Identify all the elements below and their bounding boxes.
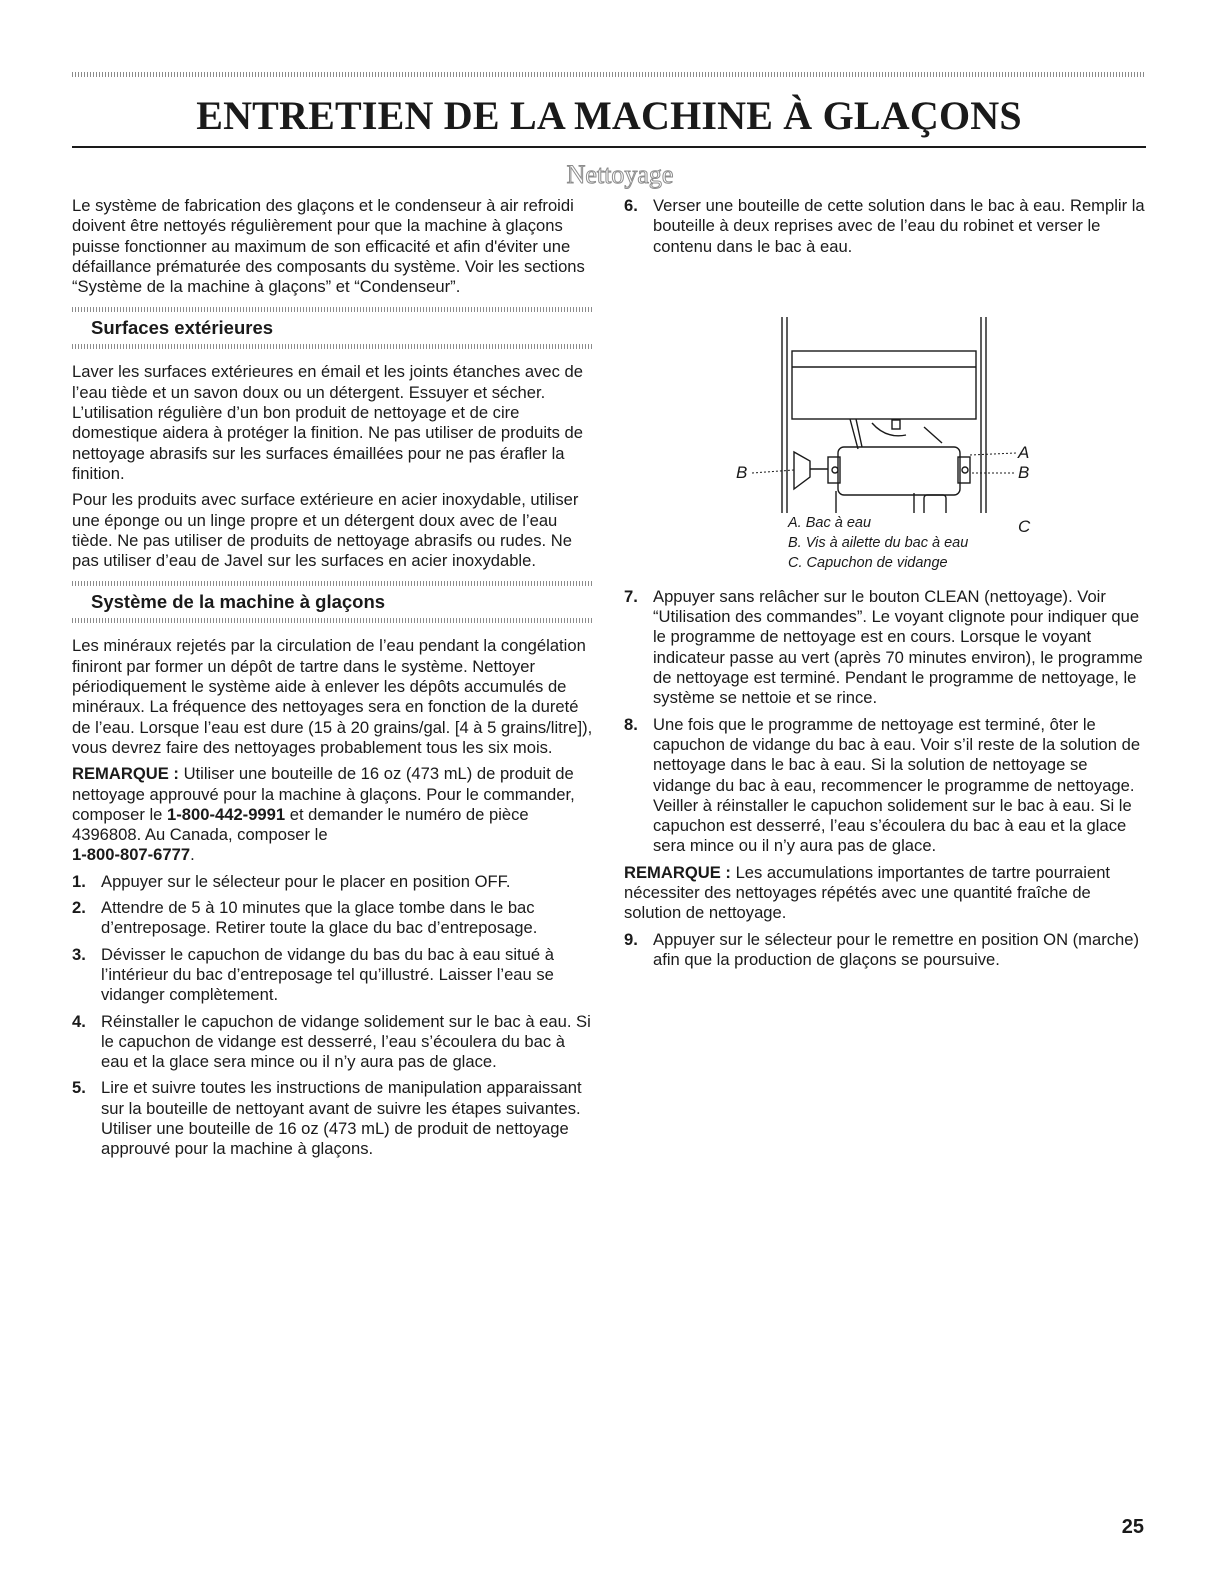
step-7 (624, 587, 1146, 709)
note-2 (624, 863, 1146, 924)
step-number: 7. (624, 586, 638, 606)
step-number: 6. (624, 196, 638, 215)
step-text: Appuyer sur le sélecteur pour le placer en position OFF. (101, 871, 511, 891)
step-text: Réinstaller le capuchon de vidange solidement sur le bac à eau. Si le capuchon de vidange est desserré, l’eau s’écoulera du bac à eau et la glace sera mince ou il n’y aura pas de glace. (101, 1011, 591, 1072)
page-title: ENTRETIEN DE LA MACHINE À GLAÇONS (196, 93, 1022, 138)
note-text-1: Utiliser une bouteille de 16 oz (473 mL) de produit de nettoyage approuvé pour la machine à glaçons. Pour le commander, composer le (72, 764, 575, 824)
step-3 (72, 945, 594, 1006)
step-number: 9. (624, 929, 638, 949)
step-text: Verser une bouteille de cette solution dans le bac à eau. Remplir la bouteille à deux reprises avec de l’eau du robinet et verser le contenu dans le bac à eau. (653, 196, 1145, 256)
page-number: 25 (1121, 1516, 1144, 1538)
note-end: . (190, 845, 195, 865)
caption-a: A. Bac à eau (788, 514, 872, 531)
step-number: 2. (72, 898, 86, 918)
intro-paragraph: Le système de fabrication des glaçons et le condenseur à air refroidi doivent être nettoyés régulièrement pour que la machine à glaçons puisse fonctionner au maximum de son efficacité et afin d'éviter une défaillance prématurée des composants du système. Voir les sections “Système de la machine à glaçons” et “Condenseur”. (72, 196, 585, 297)
step-6 (624, 196, 1146, 257)
figure-captions (624, 513, 1146, 573)
note-2-text: Les accumulations importantes de tartre pourraient nécessiter des nettoyages répétés avec une quantité fraîche de solution de nettoyage. (624, 862, 1111, 923)
step-number: 8. (624, 714, 638, 734)
step-number: 5. (72, 1078, 86, 1098)
icemaker-paragraph: Les minéraux rejetés par la circulation de l’eau pendant la congélation finiront par former un dépôt de tartre dans le système. Nettoyer périodiquement le système aide à enlever les dépôts accumulés de minéraux. La fréquence des nettoyages sera en fonction de la dureté de l’eau. Lorsque l’eau est dure (15 à 20 grains/gal. [4 à 5 grains/litre]), vous devrez faire des nettoyages probablement tous les six mois. (72, 636, 593, 757)
callout-b-left: B (736, 462, 748, 482)
step-text: Appuyer sans relâcher sur le bouton CLEAN (nettoyage). Voir “Utilisation des commandes”. Le voyant clignote pour indiquer que le programme de nettoyage est en cours. Lorsque le voyant indicateur passe au vert (après 70 minutes environ), le programme de nettoyage est terminé. Pendant le programme de nettoyage, le système se nettoie et se rince. (653, 586, 1143, 708)
note-label: REMARQUE : (72, 764, 179, 784)
step-5 (72, 1078, 594, 1159)
note-2-label: REMARQUE : (624, 862, 731, 882)
callout-b-right: B (1018, 462, 1030, 482)
exterior-paragraph-1: Laver les surfaces extérieures en émail et les joints étanches avec de l’eau tiède et un savon doux ou un détergent. Essuyer et sécher. L’utilisation régulière d’un bon produit de nettoyage et de cire domestique aidera à protéger la finition. Ne pas utiliser de produits de nettoyage abrasifs sur les surfaces émaillées pour ne pas érafler la finition. (72, 362, 584, 483)
step-text: Dévisser le capuchon de vidange du bas du bac à eau situé à l’intérieur du bac d’entreposage tel qu’illustré. Laisser l’eau se vidanger complètement. (101, 944, 554, 1005)
exterior-paragraph-2: Pour les produits avec surface extérieure en acier inoxydable, utiliser une éponge ou un linge propre et un détergent doux avec de l’eau tiède. Ne pas utiliser de produits de nettoyage abrasifs ou rudes. Ne pas utiliser d’eau de Javel sur les surfaces en acier inoxydable. (72, 490, 579, 571)
phone-number-2: 1-800-807-6777 (72, 845, 191, 865)
step-1 (72, 872, 594, 892)
top-hatch-rule (72, 72, 1146, 77)
phone-number-1: 1-800-442-9991 (167, 804, 286, 824)
step-8 (624, 715, 1146, 857)
section-heading: Nettoyage (566, 160, 674, 189)
step-text: Lire et suivre toutes les instructions de manipulation apparaissant sur la bouteille de nettoyant avant de suivre les étapes suivantes. Utiliser une bouteille de 16 oz (473 mL) de produit de nettoyage approuvé pour la machine à glaçons. (101, 1078, 582, 1159)
water-trough-illustration (624, 267, 1146, 513)
note-text-2: et demander le numéro de pièce 4396808. Au Canada, composer le (72, 804, 529, 845)
callout-c: C (1018, 516, 1031, 536)
caption-b: B. Vis à ailette du bac à eau (788, 534, 969, 551)
subheading-exterior: Surfaces extérieures (72, 307, 594, 347)
right-column (624, 196, 1146, 976)
step-9 (624, 930, 1146, 971)
step-number: 1. (72, 871, 86, 891)
caption-c: C. Capuchon de vidange (788, 554, 948, 571)
step-text: Appuyer sur le sélecteur pour le remettre en position ON (marche) afin que la production de glaçons se poursuive. (653, 929, 1140, 969)
callout-a: A (1018, 442, 1030, 462)
step-number: 4. (72, 1011, 86, 1031)
step-2 (72, 898, 594, 939)
subheading-icemaker: Système de la machine à glaçons (72, 581, 594, 621)
step-number: 3. (72, 944, 86, 964)
step-text: Attendre de 5 à 10 minutes que la glace tombe dans le bac d’entreposage. Retirer toute la glace du bac d’entreposage. (101, 898, 538, 938)
icemaker-note (72, 764, 594, 865)
title-underline (72, 146, 1146, 148)
step-text: Une fois que le programme de nettoyage est terminé, ôter le capuchon de vidange du bac à eau. Voir s’il reste de la solution de nettoyage dans le bac à eau. Si la solution de nettoyage se vidange du bac à eau, recommencer le programme de nettoyage. Veiller à réinstaller le capuchon solidement sur le bac à eau. Si le capuchon est desserré, l’eau s’écoulera du bac à eau et la glace sera mince ou il n’y aura pas de glace. (653, 714, 1141, 856)
left-column (72, 196, 594, 1166)
step-4 (72, 1012, 594, 1073)
